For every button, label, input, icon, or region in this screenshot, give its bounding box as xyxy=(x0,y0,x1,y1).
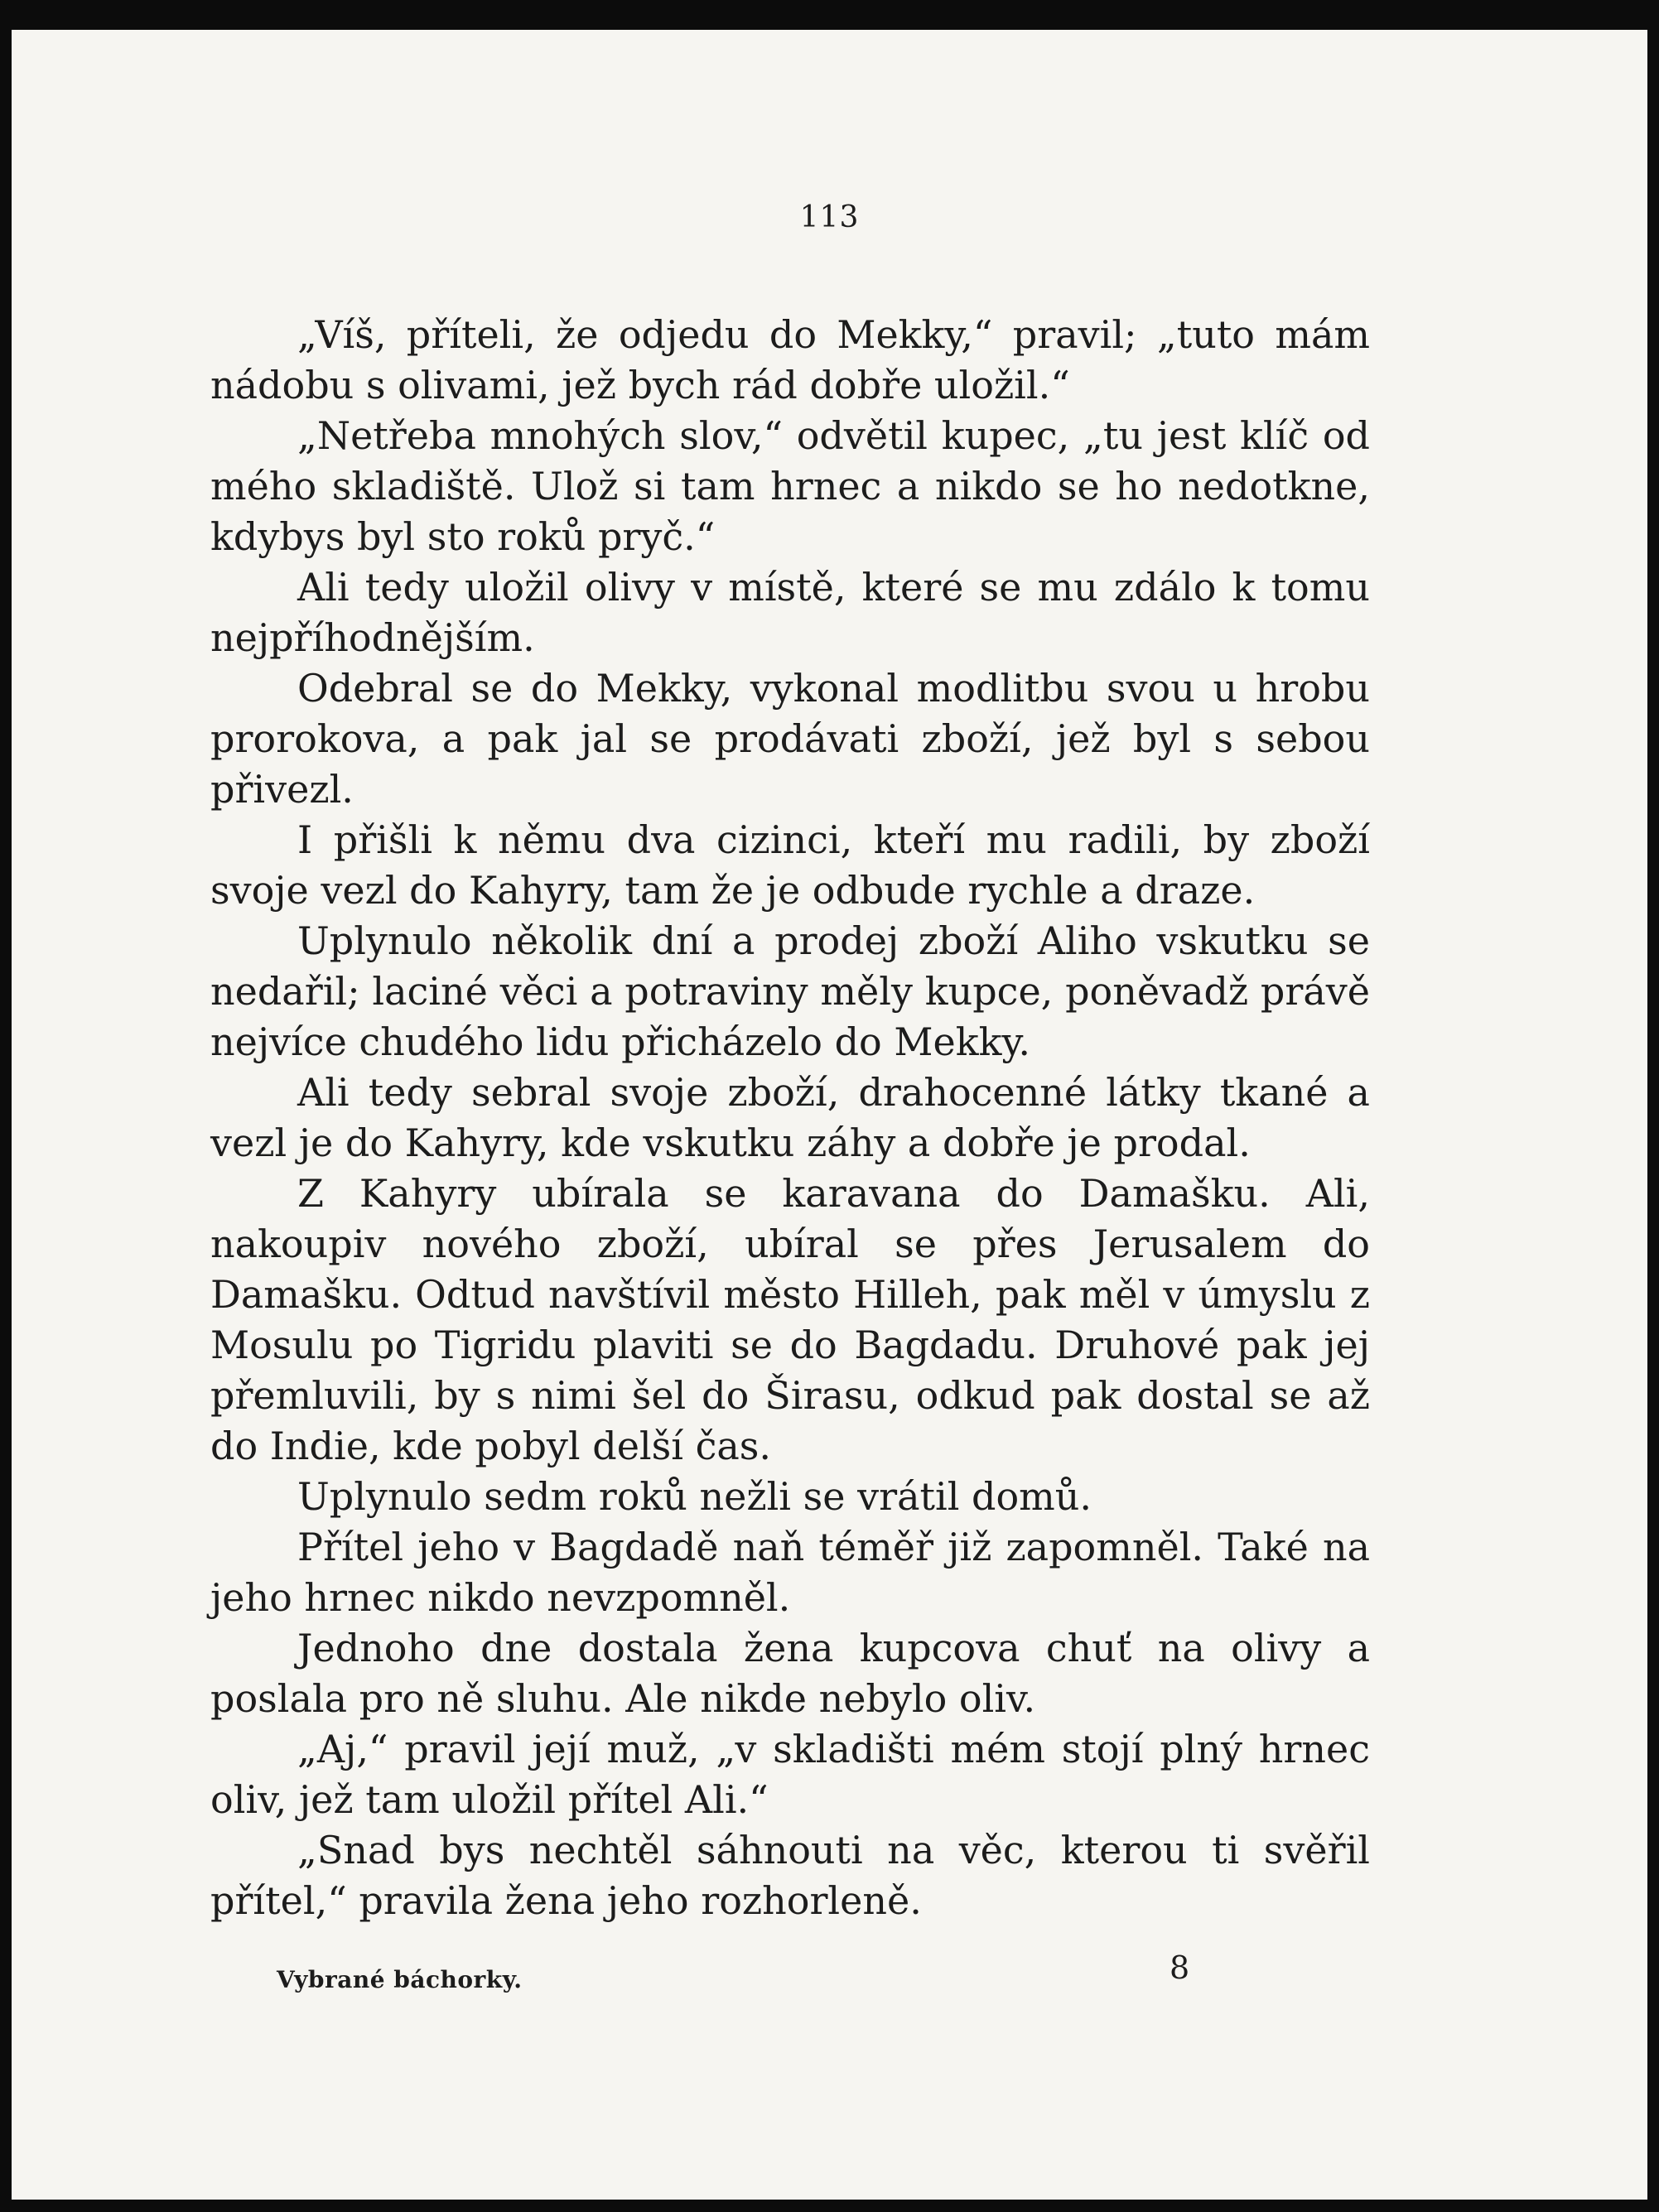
paragraph: I přišli k němu dva cizinci, kteří mu radili, by zboží svoje vezl do Kahyry, tam že je odbude rychle a draze. xyxy=(210,817,1370,913)
page-content xyxy=(12,30,1647,2200)
paragraph: Jednoho dne dostala žena kupcova chuť na olivy a poslala pro ně sluhu. Ale nikde nebylo oliv. xyxy=(210,1626,1370,1721)
paragraph: Ali tedy sebral svoje zboží, drahocenné látky tkané a vezl je do Kahyry, kde vskutku záhy a dobře je prodal. xyxy=(210,1070,1370,1165)
paragraph: Přítel jeho v Bagdadě naň téměř již zapomněl. Také na jeho hrnec nikdo nevzpomněl. xyxy=(210,1525,1370,1620)
paragraph: Uplynulo sedm roků nežli se vrátil domů. xyxy=(297,1474,1092,1519)
paragraph: Z Kahyry ubírala se karavana do Damašku. Ali, nakoupiv nového zboží, ubíral se přes Jerusalem do Damašku. Odtud navštívil město Hilleh, pak měl v úmyslu z Mosulu po Tigridu plaviti se do Bagdadu. Druhové pak jej přemluvili, by s nimi šel do Širasu, odkud pak dostal se až do Indie, kde pobyl delší čas. xyxy=(210,1171,1370,1468)
paragraph: „Víš, příteli, že odjedu do Mekky,“ pravil; „tuto mám nádobu s olivami, jež bych rád dobře uložil.“ xyxy=(210,312,1370,407)
paragraph: „Aj,“ pravil její muž, „v skladišti mém stojí plný hrnec oliv, jež tam uložil přítel Ali.“ xyxy=(210,1727,1370,1822)
paragraph: Ali tedy uložil olivy v místě, které se mu zdálo k tomu nejpříhodnějším. xyxy=(210,565,1370,660)
paragraph: „Snad bys nechtěl sáhnouti na věc, kterou ti svěřil přítel,“ pravila žena jeho rozhorleně. xyxy=(210,1828,1370,1923)
footer-signature: Vybrané báchorky. xyxy=(277,1966,523,1993)
paragraph: „Netřeba mnohých slov,“ odvětil kupec, „tu jest klíč od mého skladiště. Ulož si tam hrnec a nikdo se ho nedotkne, kdybys byl sto roků pryč.“ xyxy=(210,413,1370,559)
sheet-number: 8 xyxy=(1169,1949,1190,1986)
body-text xyxy=(210,310,1370,1926)
paragraph: Uplynulo několik dní a prodej zboží Aliho vskutku se nedařil; laciné věci a potraviny měly kupce, poněvadž právě nejvíce chudého lidu přicházelo do Mekky. xyxy=(210,918,1370,1064)
paragraph: Odebral se do Mekky, vykonal modlitbu svou u hrobu prorokova, a pak jal se prodávati zboží, jež byl s sebou přivezl. xyxy=(210,666,1370,812)
book-page xyxy=(12,30,1647,2200)
page-number: 113 xyxy=(799,200,860,234)
page-footer xyxy=(210,1949,1370,1999)
